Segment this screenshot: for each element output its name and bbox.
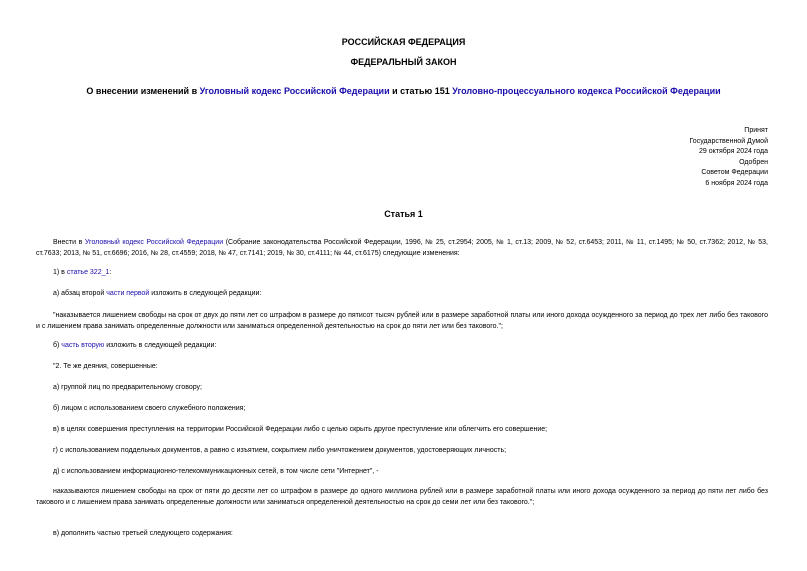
subb-text-2: изложить в следующей редакции: bbox=[104, 342, 217, 349]
adopted-label: Принят bbox=[744, 127, 768, 134]
country-heading: РОССИЙСКАЯ ФЕДЕРАЦИЯ bbox=[341, 37, 466, 47]
title-text-1: О внесении изменений в bbox=[86, 86, 200, 96]
item1-text-1: 1) в bbox=[53, 269, 67, 276]
law-type-heading: ФЕДЕРАЛЬНЫЙ ЗАКОН bbox=[350, 57, 457, 67]
paragraph-penalty: наказываются лишением свободы на срок от пяти до десяти лет со штрафом в размере до одного миллиона рублей или в размере заработной платы или иного дохода осужденного за период до пяти лет либо без такового и с лишением права занимать определенные должности или заниматься определенной деятельностью на срок до семи лет или без такового."; bbox=[36, 488, 768, 506]
subb-text-1: б) bbox=[53, 342, 62, 349]
paragraph-clause-a: а) группой лиц по предварительному сговору; bbox=[53, 384, 202, 391]
item1-text-2: : bbox=[109, 269, 112, 276]
paragraph-clause-v: в) в целях совершения преступления на территории Российской Федерации либо с целью скрыть другое преступление или облегчить его совершение; bbox=[53, 426, 548, 433]
paragraph-clause-g: г) с использованием поддельных документов, а равно с изъятием, сокрытием либо уничтожением документов, удостоверяющих личность; bbox=[53, 447, 507, 454]
law-title bbox=[0, 86, 807, 96]
paragraph-item-1 bbox=[36, 268, 768, 279]
criminal-code-link[interactable]: Уголовный кодекс Российской Федерации bbox=[199, 86, 390, 96]
criminal-procedure-code-link[interactable]: Уголовно-процессуального кодекса Российской Федерации bbox=[452, 86, 721, 96]
paragraph-clause-d: д) с использованием информационно-телекоммуникационных сетей, в том числе сети "Интернет", - bbox=[53, 468, 379, 475]
adopted-date: 29 октября 2024 года bbox=[699, 148, 768, 156]
adopted-by: Государственной Думой bbox=[689, 137, 768, 145]
approved-date: 6 ноября 2024 года bbox=[705, 179, 768, 187]
criminal-code-link-body[interactable]: Уголовный кодекс Российской Федерации bbox=[84, 239, 224, 246]
approved-label: Одобрен bbox=[739, 158, 768, 166]
paragraph-quote-1: "наказывается лишением свободы на срок от двух до пяти лет со штрафом в размере до пятисот тысяч рублей или в размере заработной платы или иного дохода осужденного за период до трех лет либо без такового и с лишением права занимать определенные должности или заниматься определенной деятельностью на срок до пяти лет или без такового."; bbox=[36, 312, 768, 330]
intro-text-1: Внести в bbox=[53, 239, 85, 246]
paragraph-intro bbox=[36, 238, 768, 259]
paragraph-sub-a bbox=[36, 289, 768, 300]
title-text-2: и статью 151 bbox=[389, 86, 453, 96]
paragraph-sub-b bbox=[36, 341, 768, 352]
paragraph-quote-2: "2. Те же деяния, совершенные: bbox=[53, 363, 158, 370]
adoption-block bbox=[689, 126, 768, 190]
paragraph-clause-b: б) лицом с использованием своего служебного положения; bbox=[53, 405, 246, 412]
paragraph-sub-v: в) дополнить частью третьей следующего содержания: bbox=[53, 530, 233, 537]
suba-text-1: а) абзац второй bbox=[53, 290, 107, 297]
intro-text-2: (Собрание законодательства Российской Федерации, 1996, № 25, ст.2954; 2005, № 1, ст.13; 2009, № 52, ст.6453; 2011, № 11, ст.1495; № 50, ст.7362; 2012, № 53, ст.7633; 2013, № 51, ст.6696; 2016, № 28, ст.4559; 2018, № 47, ст.7141; 2019, № 30, ст.4111; № 44, ст.6175) следующие изменения: bbox=[36, 239, 768, 257]
part-one-link[interactable]: части первой bbox=[106, 290, 150, 297]
suba-text-2: изложить в следующей редакции: bbox=[149, 290, 262, 297]
article-322-link[interactable]: статье 322_1 bbox=[66, 269, 110, 276]
article-heading: Статья 1 bbox=[384, 209, 423, 219]
approved-by: Советом Федерации bbox=[701, 169, 768, 177]
part-two-link[interactable]: часть вторую bbox=[61, 342, 105, 349]
